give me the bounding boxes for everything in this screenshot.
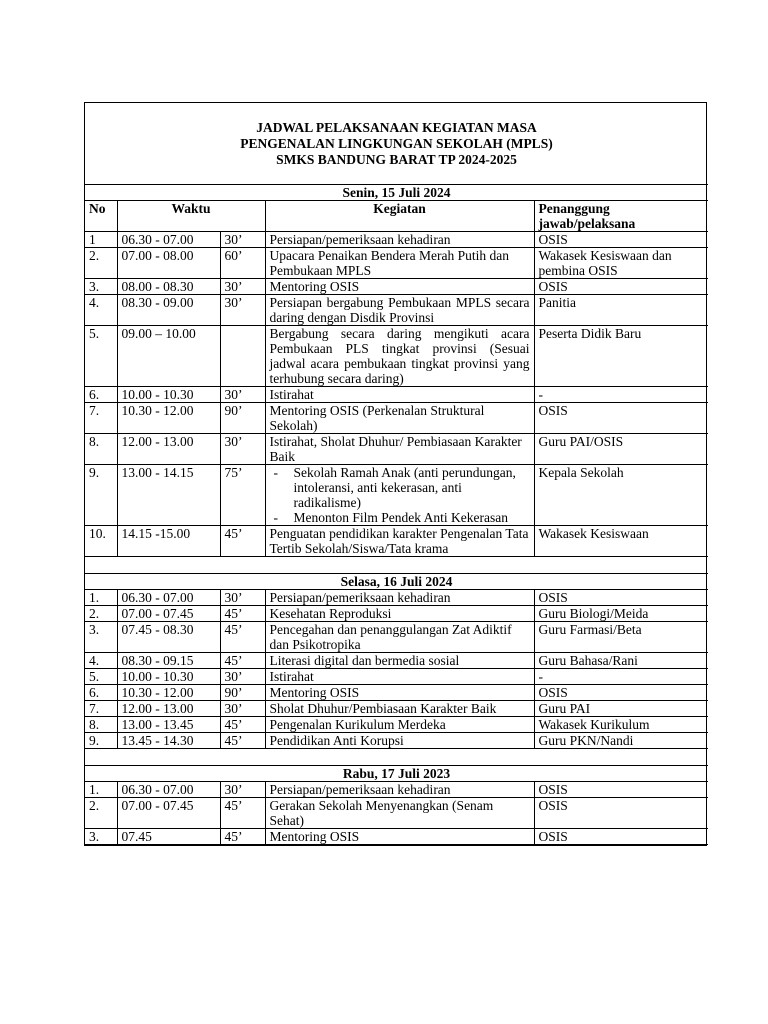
row-pic: OSIS [534, 279, 708, 295]
table-row [85, 232, 708, 248]
row-pic: OSIS [534, 403, 708, 434]
activity-list-item: - Menonton Film Pendek Anti Kekerasan [270, 510, 530, 525]
row-number: 7. [85, 403, 117, 434]
header-no: No [85, 201, 117, 232]
row-number: 4. [85, 653, 117, 669]
row-number: 8. [85, 434, 117, 465]
row-pic: Peserta Didik Baru [534, 326, 708, 387]
row-pic: Panitia [534, 295, 708, 326]
spacer-row [85, 557, 708, 574]
row-time: 13.00 - 13.45 [117, 717, 220, 733]
row-pic: Guru PKN/Nandi [534, 733, 708, 749]
row-time: 07.45 - 08.30 [117, 622, 220, 653]
row-duration: 30’ [220, 279, 265, 295]
row-pic: Guru Biologi/Meida [534, 606, 708, 622]
row-pic: Wakasek Kesiswaan dan pembina OSIS [534, 248, 708, 279]
row-pic: OSIS [534, 590, 708, 606]
row-pic: OSIS [534, 685, 708, 701]
row-time: 13.45 - 14.30 [117, 733, 220, 749]
row-number: 8. [85, 717, 117, 733]
table-row [85, 326, 708, 387]
day-row [85, 574, 708, 590]
activity-list-item: - Sekolah Ramah Anak (anti perundungan, intoleransi, anti kekerasan, anti radikalisme) [270, 465, 530, 510]
row-pic: Guru PAI/OSIS [534, 434, 708, 465]
row-number: 6. [85, 387, 117, 403]
table-row [85, 590, 708, 606]
row-activity: Sholat Dhuhur/Pembiasaan Karakter Baik [265, 701, 534, 717]
row-duration: 45’ [220, 606, 265, 622]
row-activity: Persiapan/pemeriksaan kehadiran [265, 232, 534, 248]
row-activity: Pengenalan Kurikulum Merdeka [265, 717, 534, 733]
row-activity: Penguatan pendidikan karakter Pengenalan Tata Tertib Sekolah/Siswa/Tata krama [265, 526, 534, 557]
row-number: 6. [85, 685, 117, 701]
spacer-row [85, 749, 708, 766]
row-activity: Pendidikan Anti Korupsi [265, 733, 534, 749]
row-activity: Mentoring OSIS [265, 279, 534, 295]
row-time: 06.30 - 07.00 [117, 590, 220, 606]
table-row [85, 295, 708, 326]
row-time: 07.45 [117, 829, 220, 845]
row-activity: Gerakan Sekolah Menyenangkan (Senam Sehat) [265, 798, 534, 829]
table-row [85, 434, 708, 465]
header-activity: Kegiatan [265, 201, 534, 232]
row-activity: Mentoring OSIS [265, 829, 534, 845]
row-activity: Istirahat [265, 669, 534, 685]
row-activity: Persiapan/pemeriksaan kehadiran [265, 782, 534, 798]
row-pic: Guru PAI [534, 701, 708, 717]
row-number: 1. [85, 590, 117, 606]
row-duration: 30’ [220, 232, 265, 248]
row-number: 5. [85, 669, 117, 685]
row-duration: 45’ [220, 733, 265, 749]
table-row [85, 798, 708, 829]
table-row [85, 782, 708, 798]
row-activity [265, 465, 534, 526]
row-pic: Wakasek Kesiswaan [534, 526, 708, 557]
table-row [85, 279, 708, 295]
document-title [85, 103, 708, 185]
row-number: 4. [85, 295, 117, 326]
row-duration: 60’ [220, 248, 265, 279]
row-time: 06.30 - 07.00 [117, 232, 220, 248]
row-activity: Mentoring OSIS [265, 685, 534, 701]
day-heading: Selasa, 16 Juli 2024 [85, 574, 708, 590]
row-number: 9. [85, 465, 117, 526]
day-heading: Rabu, 17 Juli 2023 [85, 766, 708, 782]
row-time: 08.00 - 08.30 [117, 279, 220, 295]
row-duration: 30’ [220, 701, 265, 717]
schedule-document [84, 102, 707, 846]
row-pic: - [534, 387, 708, 403]
row-pic: - [534, 669, 708, 685]
table-row [85, 717, 708, 733]
row-activity: Mentoring OSIS (Perkenalan Struktural Sekolah) [265, 403, 534, 434]
row-pic: OSIS [534, 782, 708, 798]
row-time: 12.00 - 13.00 [117, 434, 220, 465]
row-time: 09.00 – 10.00 [117, 326, 220, 387]
row-activity: Upacara Penaikan Bendera Merah Putih dan Pembukaan MPLS [265, 248, 534, 279]
row-duration: 30’ [220, 669, 265, 685]
row-duration: 90’ [220, 685, 265, 701]
row-time: 08.30 - 09.00 [117, 295, 220, 326]
row-number: 9. [85, 733, 117, 749]
table-row [85, 829, 708, 845]
title-line-1: JADWAL PELAKSANAAN KEGIATAN MASA [256, 120, 537, 135]
row-time: 10.00 - 10.30 [117, 387, 220, 403]
title-line-2: PENGENALAN LINGKUNGAN SEKOLAH (MPLS) [240, 136, 553, 151]
table-row [85, 622, 708, 653]
row-pic: OSIS [534, 829, 708, 845]
row-pic: Guru Bahasa/Rani [534, 653, 708, 669]
row-number: 2. [85, 606, 117, 622]
row-duration: 45’ [220, 526, 265, 557]
row-duration: 45’ [220, 717, 265, 733]
row-duration [220, 326, 265, 387]
header-pic: Penanggung jawab/pelaksana [534, 201, 708, 232]
row-activity: Istirahat, Sholat Dhuhur/ Pembiasaan Karakter Baik [265, 434, 534, 465]
row-time: 12.00 - 13.00 [117, 701, 220, 717]
day-row [85, 185, 708, 201]
row-duration: 45’ [220, 829, 265, 845]
row-number: 3. [85, 622, 117, 653]
row-pic: Guru Farmasi/Beta [534, 622, 708, 653]
row-number: 1 [85, 232, 117, 248]
row-duration: 30’ [220, 782, 265, 798]
row-pic: Wakasek Kurikulum [534, 717, 708, 733]
row-time: 07.00 - 07.45 [117, 606, 220, 622]
title-line-3: SMKS BANDUNG BARAT TP 2024-2025 [276, 152, 517, 167]
row-time: 14.15 -15.00 [117, 526, 220, 557]
row-duration: 45’ [220, 622, 265, 653]
spacer-cell [85, 557, 708, 574]
table-row [85, 606, 708, 622]
row-duration: 75’ [220, 465, 265, 526]
row-activity: Persiapan/pemeriksaan kehadiran [265, 590, 534, 606]
row-duration: 30’ [220, 387, 265, 403]
row-time: 06.30 - 07.00 [117, 782, 220, 798]
row-time: 07.00 - 07.45 [117, 798, 220, 829]
row-number: 5. [85, 326, 117, 387]
day-heading: Senin, 15 Juli 2024 [85, 185, 708, 201]
table-row [85, 685, 708, 701]
row-duration: 30’ [220, 590, 265, 606]
row-number: 1. [85, 782, 117, 798]
row-time: 10.30 - 12.00 [117, 403, 220, 434]
header-row [85, 201, 708, 232]
row-time: 08.30 - 09.15 [117, 653, 220, 669]
row-number: 3. [85, 829, 117, 845]
table-row [85, 733, 708, 749]
row-pic: OSIS [534, 798, 708, 829]
day-row [85, 766, 708, 782]
spacer-cell [85, 749, 708, 766]
row-number: 7. [85, 701, 117, 717]
row-activity: Pencegahan dan penanggulangan Zat Adiktif dan Psikotropika [265, 622, 534, 653]
schedule-table [85, 103, 708, 845]
title-row [85, 103, 708, 185]
row-time: 10.30 - 12.00 [117, 685, 220, 701]
row-time: 10.00 - 10.30 [117, 669, 220, 685]
row-duration: 45’ [220, 798, 265, 829]
table-row [85, 653, 708, 669]
table-row [85, 403, 708, 434]
row-pic: Kepala Sekolah [534, 465, 708, 526]
row-number: 2. [85, 798, 117, 829]
row-duration: 30’ [220, 434, 265, 465]
table-row [85, 701, 708, 717]
table-row [85, 248, 708, 279]
table-row [85, 387, 708, 403]
row-number: 2. [85, 248, 117, 279]
row-activity: Bergabung secara daring mengikuti acara Pembukaan PLS tingkat provinsi (Sesuai jadwal acara pembukaan tingkat provinsi yang terhubung secara daring) [265, 326, 534, 387]
row-number: 10. [85, 526, 117, 557]
row-pic: OSIS [534, 232, 708, 248]
table-row [85, 669, 708, 685]
row-time: 13.00 - 14.15 [117, 465, 220, 526]
row-time: 07.00 - 08.00 [117, 248, 220, 279]
row-duration: 45’ [220, 653, 265, 669]
row-duration: 90’ [220, 403, 265, 434]
table-row [85, 526, 708, 557]
row-number: 3. [85, 279, 117, 295]
row-activity: Literasi digital dan bermedia sosial [265, 653, 534, 669]
header-time: Waktu [117, 201, 265, 232]
row-activity: Persiapan bergabung Pembukaan MPLS secara daring dengan Disdik Provinsi [265, 295, 534, 326]
row-activity: Kesehatan Reproduksi [265, 606, 534, 622]
activity-list [270, 465, 530, 525]
table-row [85, 465, 708, 526]
row-activity: Istirahat [265, 387, 534, 403]
row-duration: 30’ [220, 295, 265, 326]
